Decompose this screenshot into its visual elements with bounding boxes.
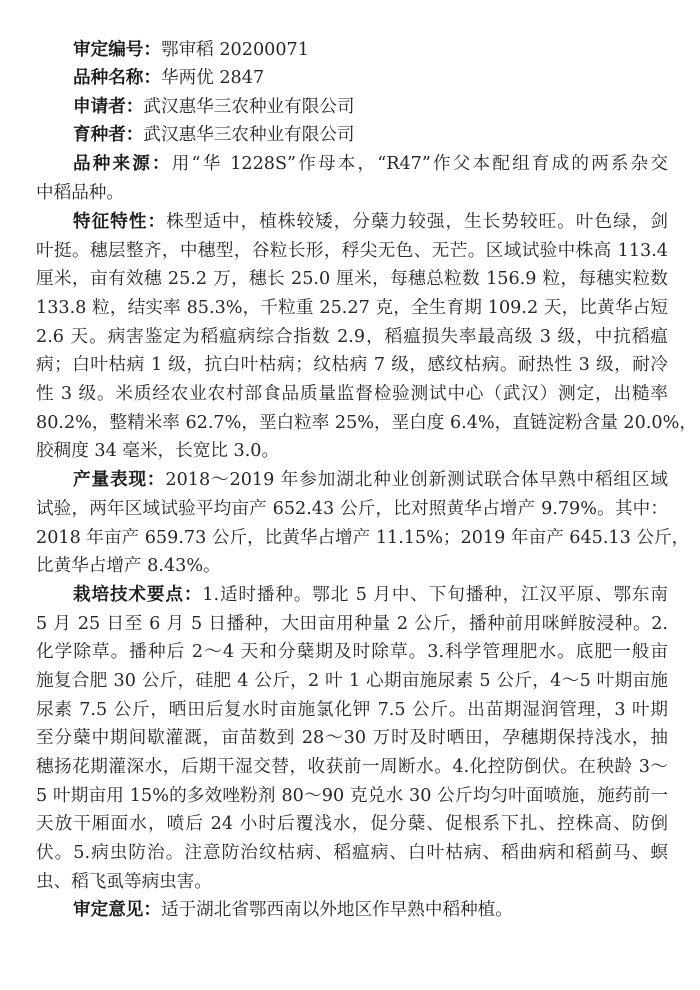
cultivation-line-7 — [36, 754, 668, 780]
traits-label: 特征特性： — [73, 211, 167, 232]
cultivation-text: 至分蘖中期间歇灌溉，亩苗数到 28～30 万时及时晒田，孕穗期保持浅水，抽 — [36, 728, 668, 748]
traits-line-2 — [36, 238, 668, 264]
source-line-2 — [36, 180, 668, 206]
breeder-label: 育种者： — [73, 124, 144, 145]
cultivation-line-8 — [36, 783, 668, 809]
traits-text: 胶稠度 34 毫米，长宽比 3.0。 — [36, 441, 280, 461]
traits-text: 2.6 天。病害鉴定为稻瘟病综合指数 2.9，稻瘟损失率最高级 3 级，中抗稻瘟 — [36, 327, 668, 347]
cultivation-line-11 — [36, 869, 668, 895]
yield-line-4 — [36, 553, 668, 579]
yield-text: 2018～2019 年参加湖北种业创新测试联合体早熟中稻组区域 — [165, 470, 668, 490]
yield-line-3 — [36, 525, 690, 551]
cultivation-text: 5 月 25 日至 6 月 5 日播种，大田亩用种量 2 公斤，播种前用咪鲜胺浸种。2. — [36, 614, 668, 634]
traits-line-6 — [36, 352, 668, 378]
opinion-line — [73, 897, 668, 923]
cultivation-text: 化学除草。播种后 2～4 天和分蘖期及时除草。3.科学管理肥水。底肥一般亩 — [36, 642, 668, 662]
yield-text: 2018 年亩产 659.73 公斤，比黄华占增产 11.15%；2019 年亩产 645.13 公斤， — [36, 528, 690, 548]
applicant-label: 申请者： — [73, 96, 144, 117]
applicant-value: 武汉惠华三农种业有限公司 — [143, 97, 355, 117]
traits-line-5 — [36, 324, 668, 350]
yield-text: 试验，两年区域试验平均亩产 652.43 公斤，比对照黄华占增产 9.79%。其中： — [36, 499, 668, 519]
breeder-line — [73, 122, 668, 148]
traits-text: 性 3 级。米质经农业农村部食品质量监督检验测试中心（武汉）测定，出糙率 — [36, 384, 668, 404]
cultivation-line-9 — [36, 811, 668, 837]
source-line-1 — [73, 151, 668, 177]
traits-text: 厘米，亩有效穗 25.2 万，穗长 25.0 厘米，每穗总粒数 156.9 粒，每穗实粒数 — [36, 269, 668, 289]
traits-text: 133.8 粒，结实率 85.3%，千粒重 25.27 克，全生育期 109.2 天，比黄华占短 — [36, 298, 668, 318]
breeder-value: 武汉惠华三农种业有限公司 — [143, 125, 355, 145]
approval-number-label: 审定编号： — [73, 39, 161, 60]
cultivation-text: 尿素 7.5 公斤，晒田后复水时亩施氯化钾 7.5 公斤。出苗期湿润管理，3 叶期 — [36, 700, 668, 720]
variety-name-value: 华两优 2847 — [160, 68, 265, 88]
cultivation-line-5 — [36, 697, 668, 723]
cultivation-text: 1.适时播种。鄂北 5 月中、下旬播种，江汉平原、鄂东南 — [202, 585, 668, 605]
cultivation-line-6 — [36, 725, 668, 751]
traits-text: 病；白叶枯病 1 级，抗白叶枯病；纹枯病 7 级，感纹枯病。耐热性 3 级，耐冷 — [36, 355, 668, 375]
opinion-label: 审定意见： — [73, 899, 161, 920]
traits-line-8 — [36, 410, 697, 436]
cultivation-label: 栽培技术要点： — [73, 584, 203, 605]
cultivation-text: 施复合肥 30 公斤，硅肥 4 公斤，2 叶 1 心期亩施尿素 5 公斤，4～5 叶期亩施 — [36, 671, 668, 691]
traits-line-9 — [36, 438, 668, 464]
source-text: 中稻品种。 — [36, 183, 124, 203]
yield-line-2 — [36, 496, 668, 522]
source-text: 用“华 1228S”作母本，“R47”作父本配组育成的两系杂交 — [171, 154, 668, 174]
yield-label: 产量表现： — [73, 469, 166, 490]
cultivation-text: 伏。5.病虫防治。注意防治纹枯病、稻瘟病、白叶枯病、稻曲病和稻蓟马、螟 — [36, 843, 668, 863]
traits-line-4 — [36, 295, 668, 321]
traits-text: 叶挺。穗层整齐，中穗型，谷粒长形，稃尖无色、无芒。区域试验中株高 113.4 — [36, 241, 668, 261]
traits-text: 株型适中，植株较矮，分蘖力较强，生长势较旺。叶色绿，剑 — [166, 212, 668, 232]
cultivation-text: 5 叶期亩用 15%的多效唑粉剂 80～90 克兑水 30 公斤均匀叶面喷施，施药前一 — [36, 786, 668, 806]
cultivation-text: 天放干厢面水，喷后 24 小时后覆浅水，促分蘖、促根系下扎、控株高、防倒 — [36, 814, 668, 834]
cultivation-line-3 — [36, 639, 668, 665]
variety-name-label: 品种名称： — [73, 67, 161, 88]
yield-text: 比黄华占增产 8.43%。 — [36, 556, 221, 576]
cultivation-line-4 — [36, 668, 668, 694]
opinion-text: 适于湖北省鄂西南以外地区作早熟中稻种植。 — [160, 900, 513, 920]
variety-name-line — [73, 65, 668, 91]
cultivation-line-2 — [36, 611, 668, 637]
yield-line-1 — [73, 467, 668, 493]
cultivation-text: 穗扬花期灌深水，后期干湿交替，收获前一周断水。4.化控防倒伏。在秧龄 3～ — [36, 757, 668, 777]
cultivation-text: 虫、稻飞虱等病虫害。 — [36, 872, 212, 892]
traits-line-1 — [73, 209, 668, 235]
approval-number-line — [73, 37, 668, 63]
traits-line-7 — [36, 381, 668, 407]
source-label: 品种来源： — [73, 153, 172, 174]
traits-text: 80.2%，整精米率 62.7%，垩白粒率 25%，垩白度 6.4%，直链淀粉含量 20.0%， — [36, 413, 697, 433]
applicant-line — [73, 94, 668, 120]
approval-number-value: 鄂审稻 20200071 — [160, 40, 309, 60]
cultivation-line-1 — [73, 582, 668, 608]
cultivation-line-10 — [36, 840, 668, 866]
traits-line-3 — [36, 266, 668, 292]
